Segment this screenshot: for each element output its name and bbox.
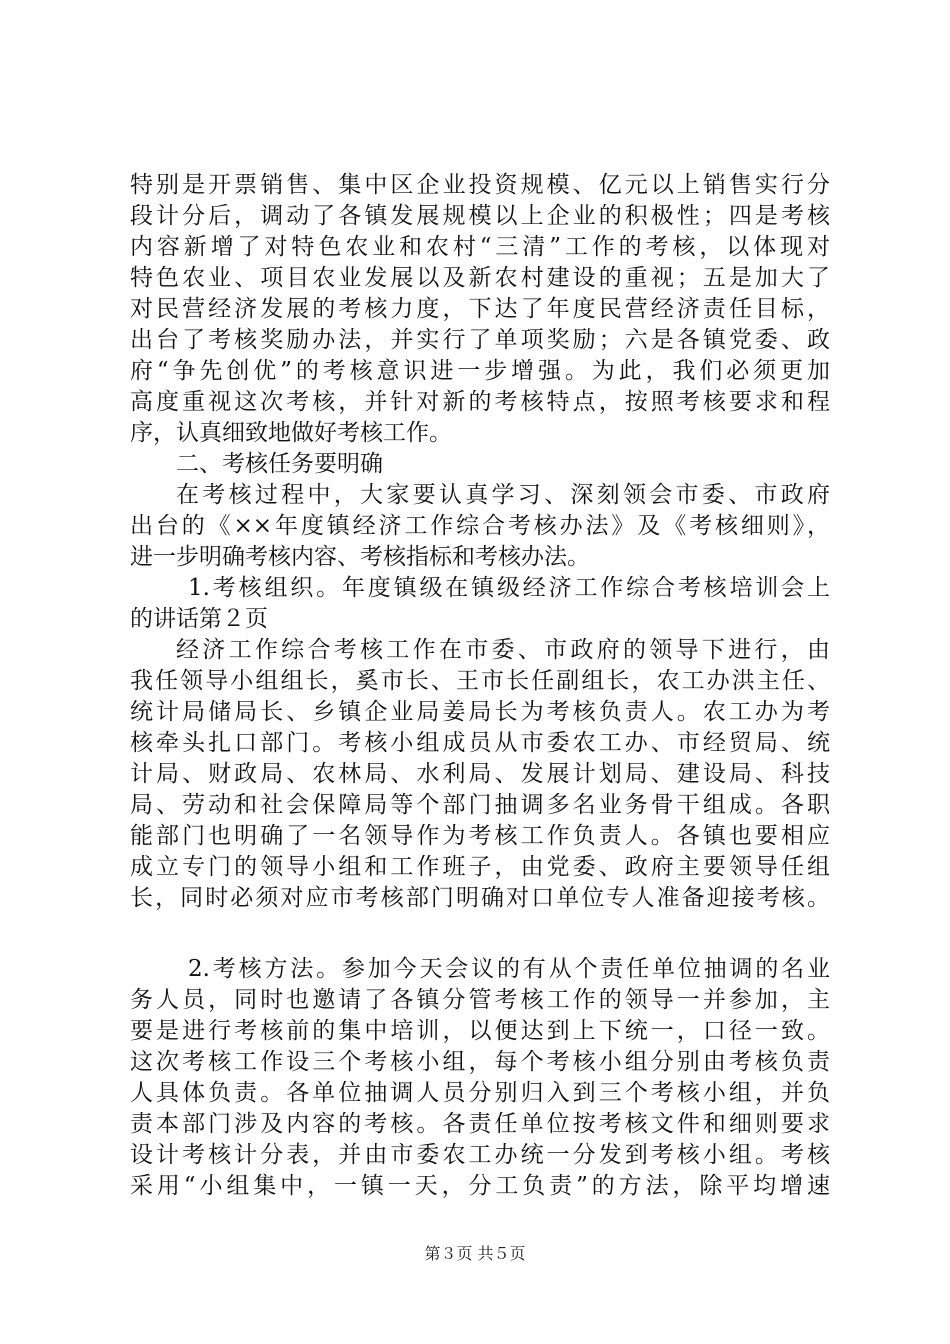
text-line: 对民营经济发展的考核力度，下达了年度民营经济责任目标， (130, 296, 830, 322)
text-line: 采用“小组集中，一镇一天，分工负责”的方法，除平均增速 (130, 1173, 830, 1199)
text-line: 务人员，同时也邀请了各镇分管考核工作的领导一并参加，主 (130, 987, 830, 1013)
subsection-heading: 1.考核组织。年度镇级在镇级经济工作综合考核培训会上 (188, 575, 830, 601)
text-line: 局、劳动和社会保障局等个部门抽调多名业务骨干组成。各职 (130, 792, 830, 818)
text-line: 进一步明确考核内容、考核指标和考核办法。 (130, 544, 590, 570)
text-line: 设计考核计分表，并由市委农工办统一分发到考核小组。考核 (130, 1142, 830, 1168)
text-line: 高度重视这次考核，并针对新的考核特点，按照考核要求和程 (130, 389, 830, 415)
text-line: 段计分后，调动了各镇发展规模以上企业的积极性；四是考核 (130, 203, 830, 229)
page-number-footer: 第３页 共５页 (424, 1244, 526, 1263)
text-line: 核牵头扎口部门。考核小组成员从市委农工办、市经贸局、统 (130, 730, 830, 756)
text-line: 序，认真细致地做好考核工作。 (130, 420, 452, 446)
text-line: 府“争先创优”的考核意识进一步增强。为此，我们必须更加 (130, 358, 830, 384)
text-line: 特色农业、项目农业发展以及新农村建设的重视；五是加大了 (130, 265, 830, 291)
text-line: 特别是开票销售、集中区企业投资规模、亿元以上销售实行分 (130, 172, 830, 198)
text-line: 这次考核工作设三个考核小组，每个考核小组分别由考核负责 (130, 1049, 830, 1075)
text-line: 在考核过程中，大家要认真学习、深刻领会市委、市政府 (176, 482, 830, 508)
text-line: 计局、财政局、农林局、水利局、发展计划局、建设局、科技 (130, 761, 830, 787)
text-line: 成立专门的领导小组和工作班子，由党委、政府主要领导任组 (130, 854, 830, 880)
text-line: 责本部门涉及内容的考核。各责任单位按考核文件和细则要求 (130, 1111, 830, 1137)
text-line: 的讲话第２页 (130, 606, 268, 632)
text-line: 人具体负责。各单位抽调人员分别归入到三个考核小组，并负 (130, 1080, 830, 1106)
document-body (130, 170, 830, 1202)
text-line: 经济工作综合考核工作在市委、市政府的领导下进行，由 (176, 637, 830, 663)
section-heading: 二、考核任务要明确 (176, 451, 383, 477)
text-line: 我任领导小组组长，奚市长、王市长任副组长，农工办洪主任、 (130, 668, 830, 694)
text-line: 出台了考核奖励办法，并实行了单项奖励；六是各镇党委、政 (130, 327, 830, 353)
text-line: 出台的《××年度镇经济工作综合考核办法》及《考核细则》， (130, 513, 830, 539)
text-line: 要是进行考核前的集中培训，以便达到上下统一，口径一致。 (130, 1018, 830, 1044)
subsection-heading: 2.考核方法。参加今天会议的有从个责任单位抽调的名业 (188, 956, 830, 982)
text-line: 能部门也明确了一名领导作为考核工作负责人。各镇也要相应 (130, 823, 830, 849)
text-line: 内容新增了对特色农业和农村“三清”工作的考核，以体现对 (130, 234, 830, 260)
paragraph-gap (130, 914, 830, 954)
text-line: 长，同时必须对应市考核部门明确对口单位专人准备迎接考核。 (130, 885, 830, 911)
text-line: 统计局储局长、乡镇企业局姜局长为考核负责人。农工办为考 (130, 699, 830, 725)
